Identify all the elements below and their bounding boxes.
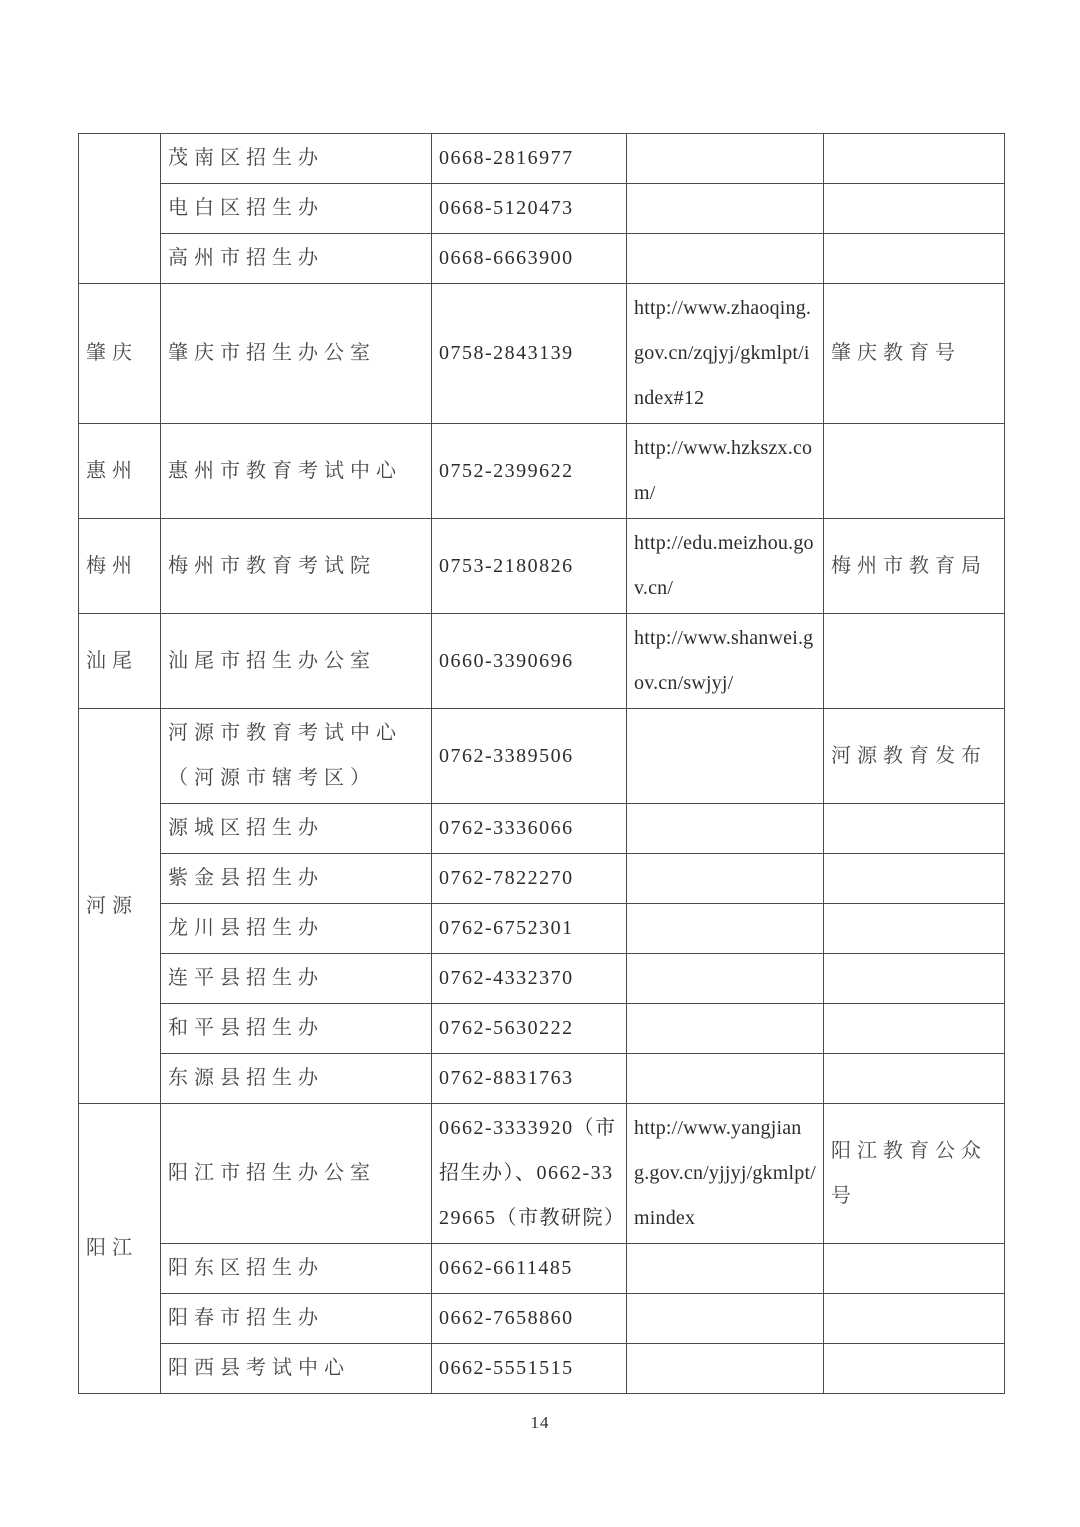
table-row [79, 234, 1005, 284]
account-cell [824, 1344, 1005, 1394]
office-cell: 河源市教育考试中心（河源市辖考区） [161, 709, 432, 804]
url-cell [627, 1294, 824, 1344]
table-row [79, 134, 1005, 184]
url-cell: http://www.hzkszx.com/ [627, 424, 824, 519]
account-cell [824, 804, 1005, 854]
office-cell: 阳春市招生办 [161, 1294, 432, 1344]
account-cell [824, 134, 1005, 184]
table-row [79, 614, 1005, 709]
phone-cell: 0668-5120473 [432, 184, 627, 234]
phone-cell: 0662-3333920（市招生办）、0662-3329665（市教研院） [432, 1104, 627, 1244]
city-cell: 惠州 [79, 424, 161, 519]
city-cell [79, 134, 161, 284]
office-cell: 阳西县考试中心 [161, 1344, 432, 1394]
phone-cell: 0662-6611485 [432, 1244, 627, 1294]
phone-cell: 0668-2816977 [432, 134, 627, 184]
account-cell [824, 1244, 1005, 1294]
account-cell [824, 904, 1005, 954]
office-cell: 高州市招生办 [161, 234, 432, 284]
url-cell [627, 1244, 824, 1294]
url-cell [627, 804, 824, 854]
office-cell: 汕尾市招生办公室 [161, 614, 432, 709]
account-cell [824, 614, 1005, 709]
account-cell: 河源教育发布 [824, 709, 1005, 804]
table-row [79, 1294, 1005, 1344]
city-cell: 梅州 [79, 519, 161, 614]
phone-cell: 0762-7822270 [432, 854, 627, 904]
phone-cell: 0753-2180826 [432, 519, 627, 614]
account-cell [824, 854, 1005, 904]
office-cell: 肇庆市招生办公室 [161, 284, 432, 424]
phone-cell: 0752-2399622 [432, 424, 627, 519]
phone-cell: 0762-6752301 [432, 904, 627, 954]
account-cell [824, 1054, 1005, 1104]
url-cell: http://www.zhaoqing.gov.cn/zqjyj/gkmlpt/index#12 [627, 284, 824, 424]
page-number: 14 [530, 1413, 550, 1432]
office-cell: 阳东区招生办 [161, 1244, 432, 1294]
office-cell: 惠州市教育考试中心 [161, 424, 432, 519]
table-row [79, 1004, 1005, 1054]
table-row [79, 284, 1005, 424]
city-cell: 河源 [79, 709, 161, 1104]
url-cell: http://edu.meizhou.gov.cn/ [627, 519, 824, 614]
office-cell: 紫金县招生办 [161, 854, 432, 904]
account-cell [824, 1294, 1005, 1344]
office-cell: 电白区招生办 [161, 184, 432, 234]
url-cell [627, 904, 824, 954]
url-cell [627, 1344, 824, 1394]
table-row [79, 184, 1005, 234]
url-cell [627, 1004, 824, 1054]
table-row [79, 854, 1005, 904]
phone-cell: 0662-7658860 [432, 1294, 627, 1344]
city-cell: 阳江 [79, 1104, 161, 1394]
phone-cell: 0758-2843139 [432, 284, 627, 424]
url-cell [627, 854, 824, 904]
table-row [79, 519, 1005, 614]
exam-office-contact-table [78, 133, 1005, 1394]
table-row [79, 424, 1005, 519]
office-cell: 东源县招生办 [161, 1054, 432, 1104]
url-cell [627, 234, 824, 284]
phone-cell: 0762-3389506 [432, 709, 627, 804]
office-cell: 梅州市教育考试院 [161, 519, 432, 614]
table-row [79, 709, 1005, 804]
office-cell: 连平县招生办 [161, 954, 432, 1004]
office-cell: 龙川县招生办 [161, 904, 432, 954]
phone-cell: 0662-5551515 [432, 1344, 627, 1394]
account-cell [824, 954, 1005, 1004]
url-cell [627, 184, 824, 234]
account-cell [824, 424, 1005, 519]
url-cell [627, 1054, 824, 1104]
phone-cell: 0762-5630222 [432, 1004, 627, 1054]
table-row [79, 1344, 1005, 1394]
table-row [79, 954, 1005, 1004]
table-row [79, 804, 1005, 854]
table-row [79, 904, 1005, 954]
office-cell: 茂南区招生办 [161, 134, 432, 184]
phone-cell: 0762-8831763 [432, 1054, 627, 1104]
phone-cell: 0660-3390696 [432, 614, 627, 709]
url-cell [627, 954, 824, 1004]
office-cell: 阳江市招生办公室 [161, 1104, 432, 1244]
url-cell [627, 709, 824, 804]
account-cell: 阳江教育公众号 [824, 1104, 1005, 1244]
city-cell: 肇庆 [79, 284, 161, 424]
account-cell [824, 1004, 1005, 1054]
url-cell: http://www.shanwei.gov.cn/swjyj/ [627, 614, 824, 709]
table-row [79, 1104, 1005, 1244]
account-cell: 梅州市教育局 [824, 519, 1005, 614]
phone-cell: 0762-3336066 [432, 804, 627, 854]
url-cell [627, 134, 824, 184]
account-cell [824, 184, 1005, 234]
city-cell: 汕尾 [79, 614, 161, 709]
contact-table-body [79, 134, 1005, 1394]
office-cell: 和平县招生办 [161, 1004, 432, 1054]
phone-cell: 0762-4332370 [432, 954, 627, 1004]
table-row [79, 1244, 1005, 1294]
url-cell: http://www.yangjiang.gov.cn/yjjyj/gkmlpt/mindex [627, 1104, 824, 1244]
phone-cell: 0668-6663900 [432, 234, 627, 284]
account-cell: 肇庆教育号 [824, 284, 1005, 424]
table-row [79, 1054, 1005, 1104]
account-cell [824, 234, 1005, 284]
office-cell: 源城区招生办 [161, 804, 432, 854]
